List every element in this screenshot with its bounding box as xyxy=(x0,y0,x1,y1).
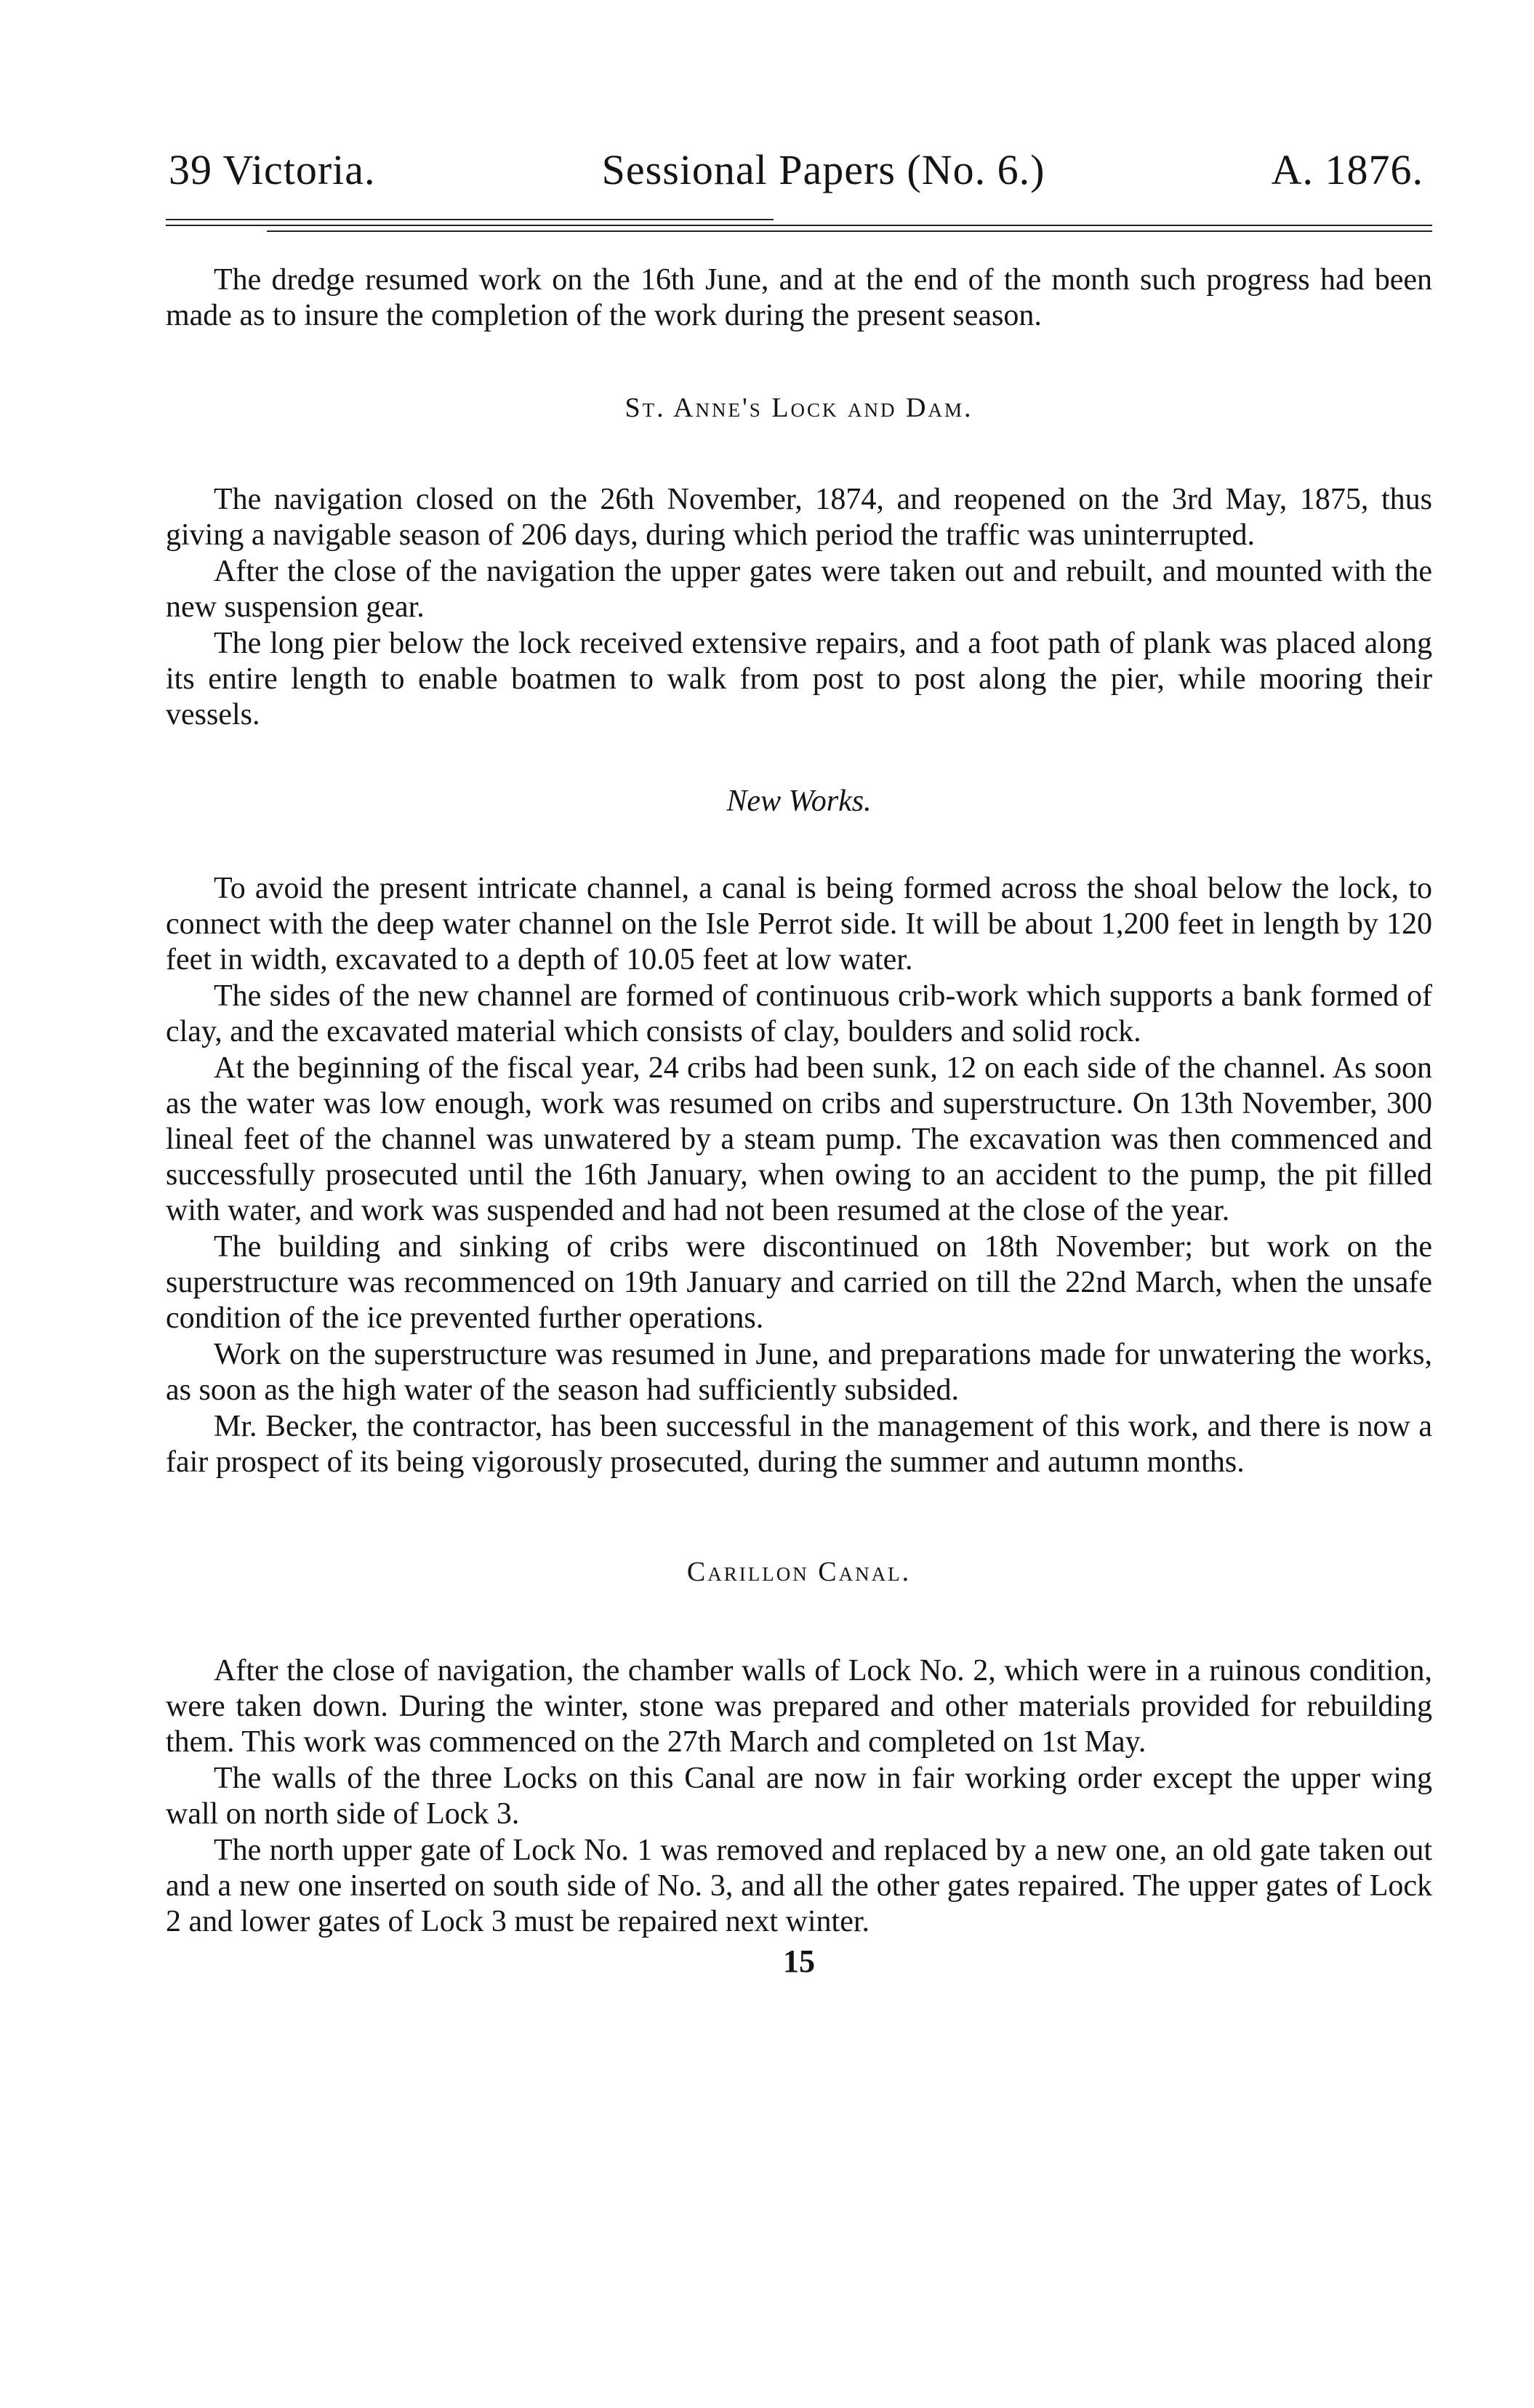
header-year: A. 1876. xyxy=(1271,146,1423,193)
carillon-heading: Carillon Canal. xyxy=(686,1557,912,1587)
intro-paragraph: The dredge resumed work on the 16th June, and at the end of the month such progress had been made as to insure the completion of the work during the present season. xyxy=(166,263,1432,332)
document-page xyxy=(166,145,1432,1980)
paragraph: At the beginning of the fiscal year, 24 cribs had been sunk, 12 on each side of the channel. As soon as the water was low enough, work was resumed on cribs and superstructure. On 13th November, 300 lineal feet of the channel was unwatered by a steam pump. The excavation was then commenced and successfully prosecuted until the 16th January, when owing to an accident to the pump, the pit filled with water, and work was suspended and had not been resumed at the close of the year. xyxy=(166,1051,1432,1227)
running-header xyxy=(166,145,1432,194)
paragraph: The navigation closed on the 26th November, 1874, and reopened on the 3rd May, 1875, thus giving a navigable season of 206 days, during which period the traffic was uninterrupted. xyxy=(166,483,1432,552)
st-annes-heading: St. Anne's Lock and Dam. xyxy=(625,393,973,423)
paragraph: The building and sinking of cribs were discontinued on 18th November; but work on the superstructure was recommenced on 19th January and carried on till the 22nd March, when the unsafe condition of the ice prevented further operations. xyxy=(166,1230,1432,1335)
paragraph: Work on the superstructure was resumed in June, and preparations made for unwatering the works, as soon as the high water of the season had sufficiently subsided. xyxy=(166,1338,1432,1407)
paragraph: Mr. Becker, the contractor, has been successful in the management of this work, and there is now a fair prospect of its being vigorously prosecuted, during the summer and autumn months. xyxy=(166,1410,1432,1479)
header-rule xyxy=(166,217,1432,235)
paragraph: After the close of the navigation the upper gates were taken out and rebuilt, and mounted with the new suspension gear. xyxy=(166,555,1432,624)
paragraph: The walls of the three Locks on this Canal are now in fair working order except the upper wing wall on north side of Lock 3. xyxy=(166,1762,1432,1831)
paragraph: After the close of navigation, the chamber walls of Lock No. 2, which were in a ruinous condition, were taken down. During the winter, stone was prepared and other materials provided for rebuilding them. This work was commenced on the 27th March and completed on 1st May. xyxy=(166,1654,1432,1759)
paragraph: To avoid the present intricate channel, a canal is being formed across the shoal below the lock, to connect with the deep water channel on the Isle Perrot side. It will be about 1,200 feet in length by 120 feet in width, excavated to a depth of 10.05 feet at low water. xyxy=(166,872,1432,976)
new-works-heading: New Works. xyxy=(726,784,872,818)
header-session: 39 Victoria. xyxy=(169,146,376,193)
paragraph: The long pier below the lock received extensive repairs, and a foot path of plank was placed along its entire length to enable boatmen to walk from post to post along the pier, while mooring their vessels. xyxy=(166,627,1432,731)
header-title: Sessional Papers (No. 6.) xyxy=(601,146,1045,193)
paragraph: The sides of the new channel are formed of continuous crib-work which supports a bank formed of clay, and the excavated material which consists of clay, boulders and solid rock. xyxy=(166,979,1432,1048)
page-number: 15 xyxy=(783,1943,815,1979)
paragraph: The north upper gate of Lock No. 1 was removed and replaced by a new one, an old gate taken out and a new one inserted on south side of No. 3, and all the other gates repaired. The upper gates of Lock 2 and lower gates of Lock 3 must be repaired next winter. xyxy=(166,1834,1432,1938)
